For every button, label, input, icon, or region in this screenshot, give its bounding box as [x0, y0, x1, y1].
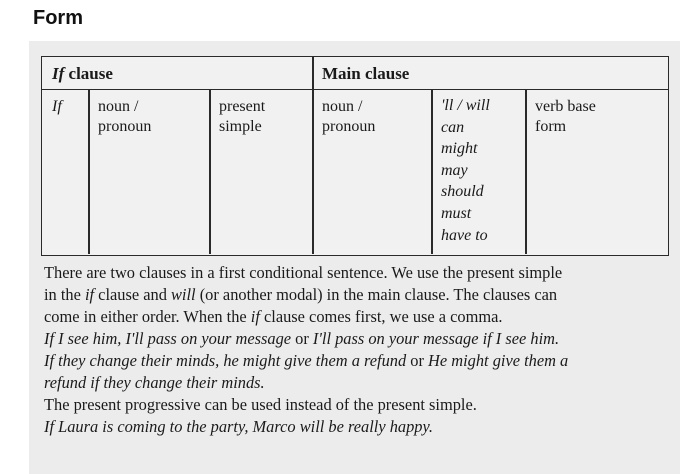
present-simple-line1: present [219, 98, 266, 115]
verb-base-line1: verb base [535, 98, 596, 115]
noun-pronoun-cell-2 [322, 97, 375, 137]
will-term: will [171, 285, 196, 304]
noun-pronoun-cell-1 [98, 97, 151, 137]
example-2 [44, 350, 674, 372]
or-word: or [406, 351, 429, 370]
example-2-cont: refund if they change their minds. [44, 373, 265, 392]
form-table [41, 56, 669, 256]
if-cell: If [52, 98, 62, 115]
col-divider-2 [209, 90, 211, 254]
noun-pronoun-line1: noun / [98, 98, 139, 115]
col-divider-4 [525, 90, 527, 254]
modal-must: must [441, 204, 472, 222]
explanation-line-3 [44, 306, 674, 328]
example-sentence: If they change their minds, he might give them a refund [44, 351, 407, 370]
if-clause-header [52, 57, 113, 88]
modal-will: 'll / will [441, 97, 490, 114]
if-term: if [84, 285, 95, 304]
text-run: in the [44, 285, 85, 304]
noun-pronoun-line2: pronoun [98, 118, 152, 135]
if-clause-header-if: If [52, 64, 65, 83]
present-simple-line2: simple [219, 118, 262, 135]
modal-can: can [441, 118, 465, 136]
example-sentence: I'll pass on your message if I see him. [312, 329, 560, 348]
explanation-line-2 [44, 284, 674, 306]
noun-pronoun2-line2: pronoun [322, 118, 376, 135]
explanation-text [44, 262, 674, 438]
present-simple-cell [219, 97, 265, 137]
modal-verbs-cell [441, 95, 490, 246]
explanation-line-1: There are two clauses in a first conditional sentence. We use the present simple [44, 263, 563, 282]
table-header-row [42, 57, 668, 90]
noun-pronoun2-line1: noun / [322, 98, 363, 115]
verb-base-form-cell [535, 97, 596, 137]
main-clause-header: Main clause [322, 64, 410, 83]
clause-divider [312, 57, 314, 254]
section-heading: Form [33, 7, 83, 29]
text-run: clause comes first, we use a comma. [259, 307, 503, 326]
example-sentence: He might give them a [428, 351, 569, 370]
verb-base-line2: form [535, 118, 567, 135]
modal-have-to: have to [441, 226, 488, 244]
modal-might: might [441, 140, 478, 158]
text-run: clause and [94, 285, 171, 304]
example-3: If Laura is coming to the party, Marco will be really happy. [44, 417, 433, 436]
text-run: (or another modal) in the main clause. The clauses can [195, 285, 558, 304]
modal-may: may [441, 161, 468, 179]
text-run: come in either order. When the [44, 307, 251, 326]
col-divider-3 [431, 90, 433, 254]
explanation-line-6: The present progressive can be used instead of the present simple. [44, 395, 477, 414]
if-clause-header-rest: clause [64, 64, 113, 83]
modal-should: should [441, 183, 484, 201]
if-term: if [250, 307, 260, 326]
col-divider-1 [88, 90, 90, 254]
or-word: or [291, 329, 313, 348]
example-sentence: If I see him, I'll pass on your message [44, 329, 292, 348]
example-1 [44, 328, 674, 350]
